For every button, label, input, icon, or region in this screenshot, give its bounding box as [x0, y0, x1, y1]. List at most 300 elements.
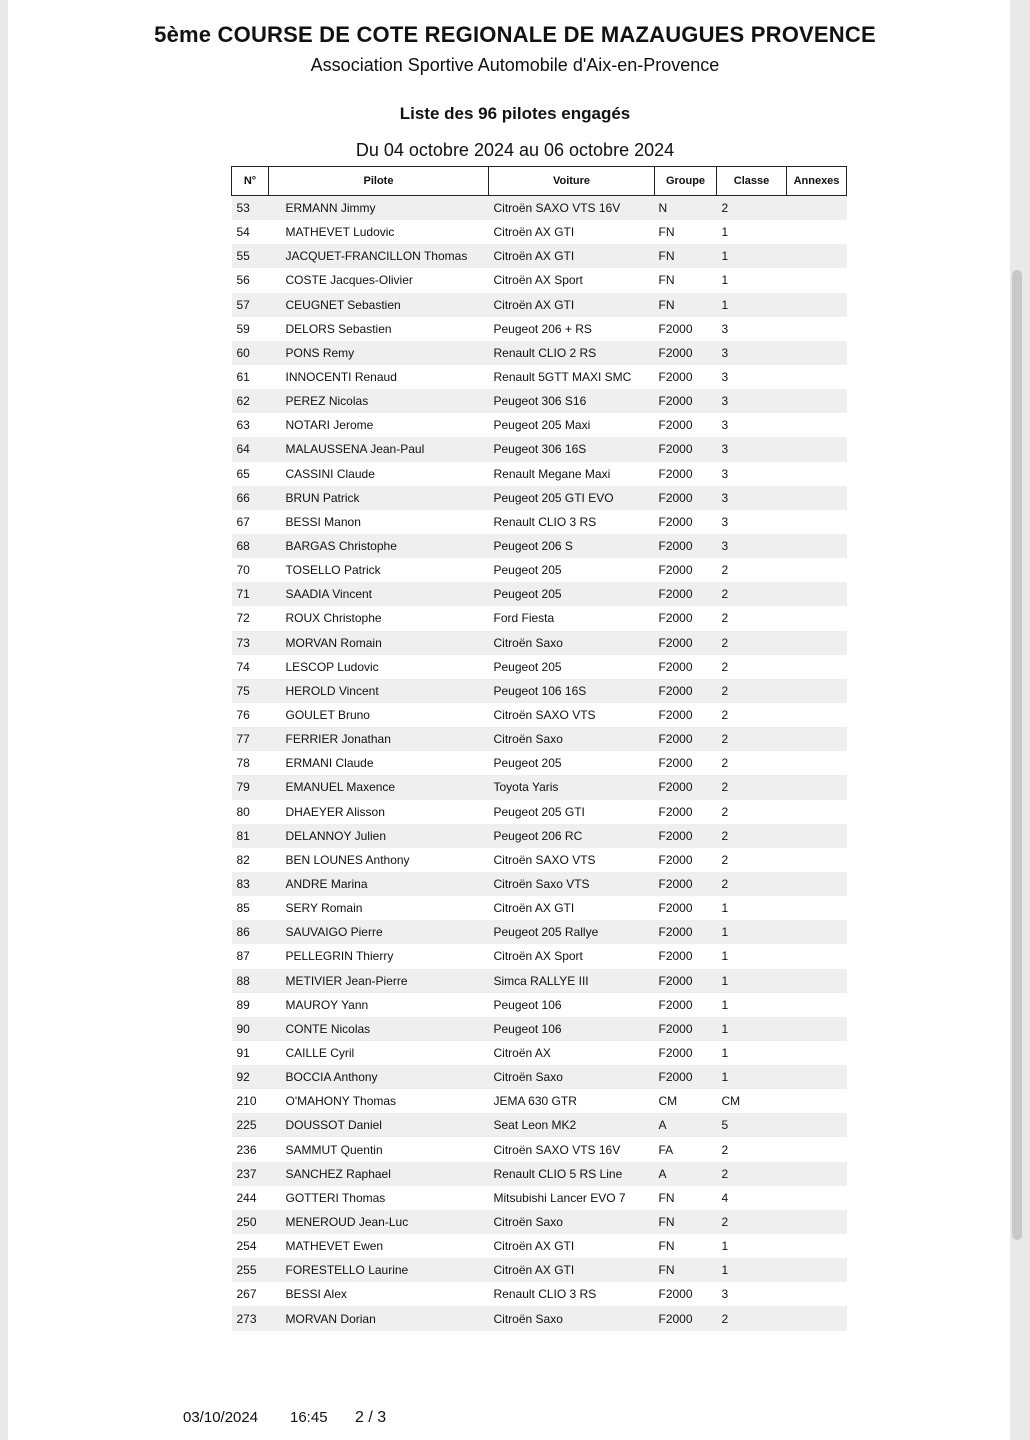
cell-number: 55 — [232, 244, 269, 268]
cell-number: 236 — [236, 1142, 257, 1157]
cell-number: 70 — [236, 563, 250, 578]
cell-groupe: F2000 — [655, 1065, 717, 1089]
cell-number: 79 — [232, 775, 269, 799]
cell-number: 82 — [236, 852, 250, 867]
cell-annexes — [787, 558, 847, 582]
table-row — [232, 1017, 847, 1041]
table-row — [232, 872, 847, 896]
cell-voiture: Peugeot 306 S16 — [489, 389, 655, 413]
cell-number: 88 — [232, 969, 269, 993]
column-header-voiture: Voiture — [489, 167, 655, 196]
cell-pilote: ANDRE Marina — [269, 872, 489, 896]
cell-number: 66 — [232, 486, 269, 510]
cell-pilote: GOTTERI Thomas — [285, 1190, 386, 1205]
cell-classe: 2 — [717, 1306, 787, 1330]
cell-annexes — [787, 1234, 847, 1258]
cell-voiture: Renault 5GTT MAXI SMC — [493, 370, 632, 385]
cell-classe: 2 — [721, 1142, 729, 1157]
cell-annexes — [787, 462, 847, 486]
cell-voiture: Citroën AX GTI — [489, 244, 655, 268]
document-title: 5ème COURSE DE COTE REGIONALE DE MAZAUGUES PROVENCE — [154, 22, 876, 47]
cell-voiture: Citroën AX GTI — [493, 225, 575, 240]
cell-annexes — [787, 1162, 847, 1186]
cell-annexes — [787, 1186, 847, 1210]
cell-annexes — [787, 341, 847, 365]
cell-groupe: A — [655, 1113, 717, 1137]
cell-pilote: MALAUSSENA Jean-Paul — [269, 437, 489, 461]
cell-voiture: Peugeot 106 — [489, 1017, 655, 1041]
cell-pilote: GOULET Bruno — [285, 708, 370, 723]
cell-number: 67 — [236, 514, 250, 529]
cell-voiture: Peugeot 106 16S — [489, 679, 655, 703]
cell-pilote: HEROLD Vincent — [269, 679, 489, 703]
table-row — [232, 317, 847, 341]
cell-annexes — [787, 872, 847, 896]
cell-classe: 2 — [721, 611, 729, 626]
table-row — [232, 993, 847, 1017]
cell-number: 87 — [236, 949, 250, 964]
print-time: 16:45 — [290, 1409, 328, 1426]
cell-groupe: F2000 — [655, 437, 717, 461]
cell-classe: 2 — [721, 852, 729, 867]
cell-classe: 2 — [717, 727, 787, 751]
table-row — [232, 413, 847, 437]
cell-voiture: Peugeot 205 — [493, 659, 562, 674]
cell-classe: 3 — [721, 466, 729, 481]
cell-pilote: JACQUET-FRANCILLON Thomas — [269, 244, 489, 268]
cell-classe: 1 — [721, 225, 729, 240]
cell-classe: 2 — [721, 659, 729, 674]
cell-voiture: Toyota Yaris — [489, 775, 655, 799]
table-row — [232, 220, 847, 244]
cell-annexes — [787, 920, 847, 944]
cell-number: 63 — [236, 418, 250, 433]
cell-number: 83 — [232, 872, 269, 896]
cell-groupe: F2000 — [658, 563, 693, 578]
cell-groupe: F2000 — [655, 631, 717, 655]
table-row — [232, 920, 847, 944]
cell-pilote: CASSINI Claude — [285, 466, 375, 481]
cell-classe: 3 — [717, 437, 787, 461]
cell-groupe: F2000 — [658, 611, 693, 626]
cell-annexes — [787, 800, 847, 824]
cell-classe: 5 — [717, 1113, 787, 1137]
cell-classe: CM — [721, 1094, 741, 1109]
cell-voiture: Renault CLIO 3 RS — [493, 514, 597, 529]
cell-groupe: F2000 — [658, 756, 693, 771]
cell-voiture: Citroën AX GTI — [489, 1258, 655, 1282]
table-row — [232, 1089, 847, 1113]
cell-pilote: PELLEGRIN Thierry — [285, 949, 394, 964]
cell-pilote: DELORS Sebastien — [285, 321, 392, 336]
cell-classe: 2 — [717, 1210, 787, 1234]
cell-classe: 3 — [721, 418, 729, 433]
table-row — [232, 365, 847, 389]
cell-pilote: TOSELLO Patrick — [285, 563, 381, 578]
cell-voiture: Peugeot 205 Maxi — [493, 418, 591, 433]
table-row — [232, 268, 847, 292]
cell-pilote: MATHEVET Ludovic — [285, 225, 395, 240]
cell-voiture: Citroën Saxo — [489, 1065, 655, 1089]
table-row — [232, 582, 847, 606]
cell-groupe: F2000 — [658, 1287, 693, 1302]
cell-number: 254 — [236, 1239, 257, 1254]
table-row — [232, 1210, 847, 1234]
cell-pilote: NOTARI Jerome — [285, 418, 374, 433]
cell-classe: 1 — [721, 997, 729, 1012]
cell-pilote: MAUROY Yann — [285, 997, 369, 1012]
table-row — [232, 1186, 847, 1210]
cell-classe: 3 — [717, 534, 787, 558]
cell-annexes — [787, 486, 847, 510]
cell-pilote: FERRIER Jonathan — [269, 727, 489, 751]
cell-pilote: BEN LOUNES Anthony — [285, 852, 410, 867]
cell-classe: 2 — [717, 824, 787, 848]
table-row — [232, 775, 847, 799]
table-row — [232, 655, 847, 679]
cell-pilote: ERMANN Jimmy — [269, 196, 489, 221]
table-row — [232, 1041, 847, 1065]
cell-number: 91 — [236, 1045, 250, 1060]
cell-pilote: ROUX Christophe — [285, 611, 382, 626]
cell-classe: 2 — [717, 1162, 787, 1186]
cell-groupe: F2000 — [655, 389, 717, 413]
cell-voiture: Seat Leon MK2 — [489, 1113, 655, 1137]
cell-annexes — [787, 437, 847, 461]
cell-voiture: Peugeot 205 — [493, 563, 562, 578]
column-header-groupe: Groupe — [655, 167, 717, 196]
cell-number: 78 — [236, 756, 250, 771]
table-row — [232, 1306, 847, 1330]
cell-voiture: Citroën SAXO VTS 16V — [493, 1142, 621, 1157]
cell-voiture: Citroën AX GTI — [493, 1239, 575, 1254]
cell-pilote: O'MAHONY Thomas — [285, 1094, 397, 1109]
cell-pilote: METIVIER Jean-Pierre — [269, 969, 489, 993]
cell-voiture: Peugeot 205 Rallye — [489, 920, 655, 944]
cell-annexes — [787, 751, 847, 775]
cell-groupe: FN — [655, 1258, 717, 1282]
cell-groupe: FN — [655, 1210, 717, 1234]
cell-number: 53 — [232, 196, 269, 221]
page-number: 2 / 3 — [355, 1409, 387, 1426]
cell-pilote: SANCHEZ Raphael — [269, 1162, 489, 1186]
cell-groupe: F2000 — [655, 582, 717, 606]
table-row — [232, 196, 847, 221]
cell-groupe: F2000 — [655, 679, 717, 703]
cell-annexes — [787, 606, 847, 630]
table-row — [232, 486, 847, 510]
cell-groupe: F2000 — [658, 466, 693, 481]
cell-number: 59 — [236, 321, 250, 336]
cell-groupe: FN — [658, 273, 675, 288]
cell-pilote: CAILLE Cyril — [285, 1045, 355, 1060]
cell-number: 62 — [232, 389, 269, 413]
cell-annexes — [787, 268, 847, 292]
table-row — [232, 800, 847, 824]
cell-classe: 3 — [717, 389, 787, 413]
cell-voiture: Citroën Saxo — [489, 631, 655, 655]
cell-pilote: PONS Remy — [269, 341, 489, 365]
cell-classe: 1 — [721, 273, 729, 288]
cell-number: 210 — [236, 1094, 257, 1109]
cell-pilote: BRUN Patrick — [269, 486, 489, 510]
cell-classe: 2 — [717, 631, 787, 655]
cell-voiture: Renault CLIO 5 RS Line — [489, 1162, 655, 1186]
cell-pilote: DOUSSOT Daniel — [269, 1113, 489, 1137]
cell-voiture: Citroën AX GTI — [489, 293, 655, 317]
cell-annexes — [787, 1113, 847, 1137]
cell-groupe: F2000 — [658, 514, 693, 529]
cell-classe: 2 — [721, 804, 729, 819]
cell-groupe: F2000 — [658, 997, 693, 1012]
table-row — [232, 969, 847, 993]
cell-groupe: F2000 — [658, 418, 693, 433]
cell-groupe: FN — [655, 244, 717, 268]
cell-number: 90 — [232, 1017, 269, 1041]
scrollbar[interactable] — [1012, 270, 1022, 1240]
cell-pilote: DHAEYER Alisson — [285, 804, 385, 819]
cell-annexes — [787, 413, 847, 437]
table-row — [232, 510, 847, 534]
event-dates: Du 04 octobre 2024 au 06 octobre 2024 — [355, 140, 675, 160]
cell-voiture: Peugeot 205 GTI — [493, 804, 585, 819]
table-row — [232, 462, 847, 486]
cell-annexes — [787, 1258, 847, 1282]
cell-voiture: Citroën Saxo — [489, 1210, 655, 1234]
cell-groupe: F2000 — [655, 341, 717, 365]
cell-annexes — [787, 244, 847, 268]
cell-pilote: INNOCENTI Renaud — [285, 370, 397, 385]
cell-classe: 3 — [721, 370, 729, 385]
cell-voiture: Citroën Saxo — [489, 727, 655, 751]
column-header-annexes: Annexes — [787, 167, 847, 196]
cell-voiture: Citroën AX Sport — [493, 949, 583, 964]
cell-voiture: Renault CLIO 2 RS — [489, 341, 655, 365]
cell-voiture: Peugeot 206 S — [489, 534, 655, 558]
cell-annexes — [787, 1282, 847, 1306]
cell-classe: 1 — [717, 1017, 787, 1041]
cell-classe: 1 — [721, 901, 729, 916]
cell-pilote: BARGAS Christophe — [269, 534, 489, 558]
cell-classe: 2 — [717, 872, 787, 896]
cell-voiture: Citroën AX Sport — [493, 273, 583, 288]
cell-number: 225 — [232, 1113, 269, 1137]
cell-groupe: F2000 — [655, 969, 717, 993]
cell-classe: 2 — [721, 756, 729, 771]
table-row — [232, 1282, 847, 1306]
table-row — [232, 244, 847, 268]
table-row — [232, 1162, 847, 1186]
cell-classe: 1 — [717, 293, 787, 317]
cell-number: 64 — [232, 437, 269, 461]
cell-groupe: F2000 — [658, 370, 693, 385]
table-row — [232, 1113, 847, 1137]
cell-voiture: Citroën Saxo — [489, 1306, 655, 1330]
cell-annexes — [787, 510, 847, 534]
cell-groupe: FN — [655, 293, 717, 317]
column-header-number: N° — [232, 167, 269, 196]
cell-number: 73 — [232, 631, 269, 655]
cell-annexes — [787, 293, 847, 317]
cell-voiture: Citroën SAXO VTS — [493, 852, 596, 867]
cell-pilote: DELANNOY Julien — [269, 824, 489, 848]
table-row — [232, 1258, 847, 1282]
cell-classe: 3 — [721, 321, 729, 336]
cell-groupe: F2000 — [655, 872, 717, 896]
cell-classe: 1 — [721, 949, 729, 964]
cell-voiture: Mitsubishi Lancer EVO 7 — [493, 1190, 626, 1205]
table-row — [232, 341, 847, 365]
cell-pilote: BOCCIA Anthony — [269, 1065, 489, 1089]
cell-annexes — [787, 1306, 847, 1330]
cell-classe: 1 — [717, 1258, 787, 1282]
cell-voiture: Simca RALLYE III — [489, 969, 655, 993]
cell-annexes — [787, 1065, 847, 1089]
cell-voiture: Citroën AX GTI — [493, 901, 575, 916]
cell-voiture: Citroën Saxo VTS — [489, 872, 655, 896]
list-title: Liste des 96 pilotes engagés — [399, 104, 631, 123]
cell-voiture: Ford Fiesta — [493, 611, 555, 626]
cell-number: 89 — [236, 997, 250, 1012]
cell-annexes — [787, 1017, 847, 1041]
cell-classe: 3 — [717, 341, 787, 365]
table-row — [232, 389, 847, 413]
cell-pilote: BESSI Alex — [285, 1287, 347, 1302]
cell-pilote: CONTE Nicolas — [269, 1017, 489, 1041]
cell-annexes — [787, 534, 847, 558]
cell-number: 76 — [236, 708, 250, 723]
cell-classe: 1 — [717, 1065, 787, 1089]
cell-voiture: Peugeot 206 + RS — [493, 321, 592, 336]
cell-classe: 2 — [717, 775, 787, 799]
cell-voiture: Peugeot 205 — [489, 582, 655, 606]
cell-pilote: SERY Romain — [285, 901, 363, 916]
cell-groupe: F2000 — [655, 534, 717, 558]
cell-voiture: Renault CLIO 3 RS — [493, 1287, 597, 1302]
cell-groupe: FA — [658, 1142, 674, 1157]
table-row — [232, 824, 847, 848]
cell-number: 237 — [232, 1162, 269, 1186]
cell-annexes — [787, 582, 847, 606]
cell-groupe: F2000 — [655, 727, 717, 751]
cell-classe: 2 — [721, 563, 729, 578]
cell-pilote: LESCOP Ludovic — [285, 659, 379, 674]
table-row — [232, 534, 847, 558]
cell-number: 85 — [236, 901, 250, 916]
cell-number: 250 — [232, 1210, 269, 1234]
cell-groupe: F2000 — [658, 321, 693, 336]
cell-annexes — [787, 775, 847, 799]
cell-annexes — [787, 631, 847, 655]
cell-annexes — [787, 317, 847, 341]
cell-annexes — [787, 196, 847, 221]
cell-pilote: SAUVAIGO Pierre — [269, 920, 489, 944]
cell-annexes — [787, 220, 847, 244]
table-row — [232, 896, 847, 920]
cell-annexes — [787, 993, 847, 1017]
table-row — [232, 558, 847, 582]
column-header-classe: Classe — [717, 167, 787, 196]
cell-classe: 3 — [721, 514, 729, 529]
cell-annexes — [787, 1041, 847, 1065]
cell-pilote: MATHEVET Ewen — [285, 1239, 384, 1254]
cell-pilote: EMANUEL Maxence — [269, 775, 489, 799]
cell-groupe: FN — [658, 225, 675, 240]
cell-annexes — [787, 655, 847, 679]
cell-number: 267 — [236, 1287, 257, 1302]
cell-number: 56 — [236, 273, 250, 288]
cell-annexes — [787, 727, 847, 751]
cell-groupe: F2000 — [655, 1017, 717, 1041]
cell-groupe: F2000 — [658, 949, 693, 964]
cell-voiture: Peugeot 106 — [493, 997, 562, 1012]
cell-pilote: COSTE Jacques-Olivier — [285, 273, 413, 288]
cell-voiture: Peugeot 205 GTI EVO — [489, 486, 655, 510]
table-row — [232, 679, 847, 703]
cell-annexes — [787, 848, 847, 872]
cell-annexes — [787, 824, 847, 848]
table-row — [232, 437, 847, 461]
cell-groupe: N — [655, 196, 717, 221]
cell-groupe: FN — [658, 1239, 675, 1254]
cell-annexes — [787, 389, 847, 413]
cell-number: 72 — [236, 611, 250, 626]
cell-groupe: F2000 — [655, 824, 717, 848]
cell-number: 244 — [236, 1190, 257, 1205]
table-row — [232, 293, 847, 317]
table-row — [232, 1137, 847, 1161]
cell-groupe: FN — [658, 1190, 675, 1205]
cell-classe: 2 — [717, 582, 787, 606]
cell-annexes — [787, 365, 847, 389]
cell-groupe: F2000 — [658, 901, 693, 916]
table-row — [232, 1234, 847, 1258]
table-row — [232, 848, 847, 872]
cell-pilote: MORVAN Romain — [269, 631, 489, 655]
table-row — [232, 631, 847, 655]
cell-number: 255 — [232, 1258, 269, 1282]
document-subtitle: Association Sportive Automobile d'Aix-en-Provence — [310, 55, 720, 75]
cell-voiture: JEMA 630 GTR — [493, 1094, 577, 1109]
cell-classe: 1 — [721, 1239, 729, 1254]
cell-number: 92 — [232, 1065, 269, 1089]
cell-number: 75 — [232, 679, 269, 703]
cell-pilote: MENEROUD Jean-Luc — [269, 1210, 489, 1234]
cell-annexes — [787, 896, 847, 920]
cell-classe: 3 — [717, 486, 787, 510]
cell-annexes — [787, 703, 847, 727]
cell-annexes — [787, 679, 847, 703]
cell-number: 65 — [236, 466, 250, 481]
cell-classe: 2 — [721, 708, 729, 723]
cell-number: 273 — [232, 1306, 269, 1330]
cell-voiture: Citroën AX — [493, 1045, 551, 1060]
cell-classe: 3 — [721, 1287, 729, 1302]
cell-groupe: F2000 — [658, 804, 693, 819]
cell-voiture: Citroën SAXO VTS — [493, 708, 596, 723]
cell-groupe: F2000 — [655, 920, 717, 944]
cell-number: 61 — [236, 370, 250, 385]
cell-classe: 2 — [717, 196, 787, 221]
cell-classe: 1 — [717, 969, 787, 993]
cell-groupe: F2000 — [658, 659, 693, 674]
table-header-row — [232, 167, 847, 196]
table-row — [232, 944, 847, 968]
cell-groupe: A — [655, 1162, 717, 1186]
cell-annexes — [787, 1210, 847, 1234]
cell-annexes — [787, 1137, 847, 1161]
table-row — [232, 1065, 847, 1089]
